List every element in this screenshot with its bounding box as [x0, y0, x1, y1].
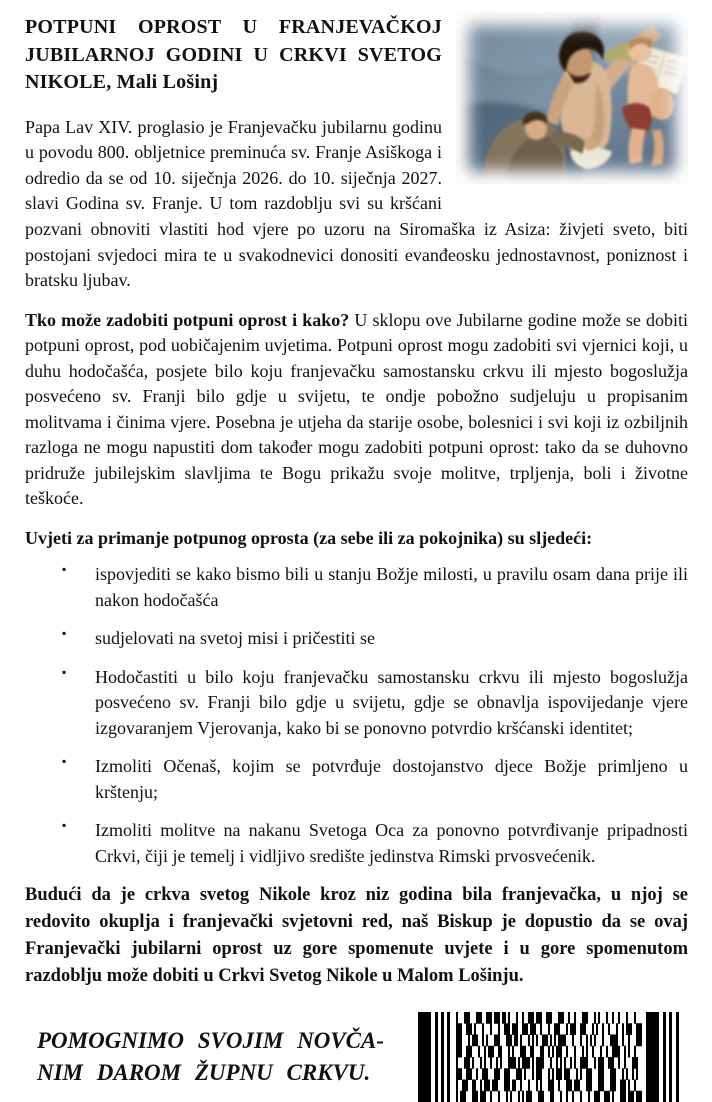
condition-item: [62, 664, 688, 742]
donation-appeal-line1: POMOGNIMO SVOJIM NOVČA-: [37, 1027, 384, 1053]
barcode-image: [418, 1012, 686, 1102]
condition-item: [62, 561, 688, 613]
who-question-lead: Tko može zadobiti potpuni oprost i kako?: [25, 309, 350, 330]
footer: [25, 1012, 688, 1102]
condition-item: [62, 626, 688, 652]
condition-item: [62, 818, 688, 869]
condition-item: [62, 754, 688, 805]
square-bullet-icon: ▪: [62, 561, 67, 576]
square-bullet-icon: ▪: [62, 818, 67, 833]
square-bullet-icon: ▪: [62, 664, 67, 679]
square-bullet-icon: ▪: [62, 754, 67, 769]
donation-appeal-line2: NIM DAROM ŽUPNU CRKVU.: [37, 1059, 371, 1085]
painting-christ-embracing-st-francis: [456, 12, 688, 184]
conditions-heading: Uvjeti za primanje potpunog oprosta (za sebe ili za pokojnika) su sljedeći:: [25, 527, 593, 548]
document-title: POTPUNI OPROST U FRANJEVAČKOJ JUBILARNOJ GODINI U CRKVI SVETOG NIKOLE, Mali Lošinj: [25, 16, 442, 94]
donation-appeal: [37, 1025, 418, 1088]
conditions-list: [25, 562, 688, 869]
square-bullet-icon: ▪: [62, 626, 67, 641]
condition-text: sudjelovati na svetoj misi i pričestiti se: [95, 628, 375, 649]
closing-paragraph: Budući da je crkva svetog Nikole kroz niz godina bila franjevačka, u njoj se redovito okuplja i franjevački svjetovni red, naš Biskup je dopustio da se ovaj Franjevački jubilarni oprost uz gore spomenute uvjete i u gore spomenutom razdoblju može dobiti u Crkvi Svetog Nikole u Malom Lošinju.: [25, 885, 688, 986]
pdf417-payment-barcode: [418, 1012, 686, 1102]
condition-text: Hodočastiti u bilo koju franjevačku samostansku crkvu ili mjesto bogoslužja posvećeno sv. Franji bilo gdje u svijetu, gdje se obnavlja ispovijedanje vjere izgovaranjem Vjerovanja, kako bi se ponovno potvrdio kršćanski identitet;: [95, 666, 688, 738]
who-paragraph: [25, 308, 688, 512]
who-answer-text: U sklopu ove Jubilarne godine može se dobiti potpuni oprost, pod uobičajenim uvjetima. Potpuni oprost mogu zadobiti svi vjernici koji, u duhu hodočašća, posjete bilo koju franjevačku samostansku crkvu ili mjesto bogoslužja posvećeno sv. Franji bilo gdje u svijetu, te ondje pobožno sudjeluju u propisanim molitvama i činima vjere. Posebna je utjeha da starije osobe, bolesnici i svi koji iz ozbiljnih razloga ne mogu napustiti dom također mogu zadobiti potpuni oprost: tako da se duhovno pridruže jubilejskim slavljima te Bogu prikažu svoje molitve, trpljenja, boli i životne teškoće.: [25, 309, 688, 509]
condition-text: ispovjediti se kako bismo bili u stanju Božje milosti, u pravilu osam dana prije ili nakon hodočašća: [95, 563, 688, 610]
painting-image: [456, 12, 688, 184]
condition-text: Izmoliti Očenaš, kojim se potvrđuje dostojanstvo djece Božje primljeno u krštenju;: [95, 756, 688, 802]
condition-text: Izmoliti molitve na nakanu Svetoga Oca za ponovno potvrđivanje pripadnosti Crkvi, čiji je temelj i vidljivo središte jedinstva Rimski prvosvećenik.: [95, 820, 688, 866]
intro-paragraph: Papa Lav XIV. proglasio je Franjevačku jubilarnu godinu u povodu 800. obljetnice preminuća sv. Franje Asiškoga i odredio da se od 10. siječnja 2026. do 10. siječnja 2027. slavi Godina sv. Franje. U tom razdoblju svi su kršćani pozvani obnoviti vlastiti hod vjere po uzoru na Siromaška iz Asiza: živjeti sveto, biti postojani svjedoci mira te u svakodnevici donositi evanđeosku jednostavnost, poniznost i bratsku ljubav.: [25, 116, 688, 291]
